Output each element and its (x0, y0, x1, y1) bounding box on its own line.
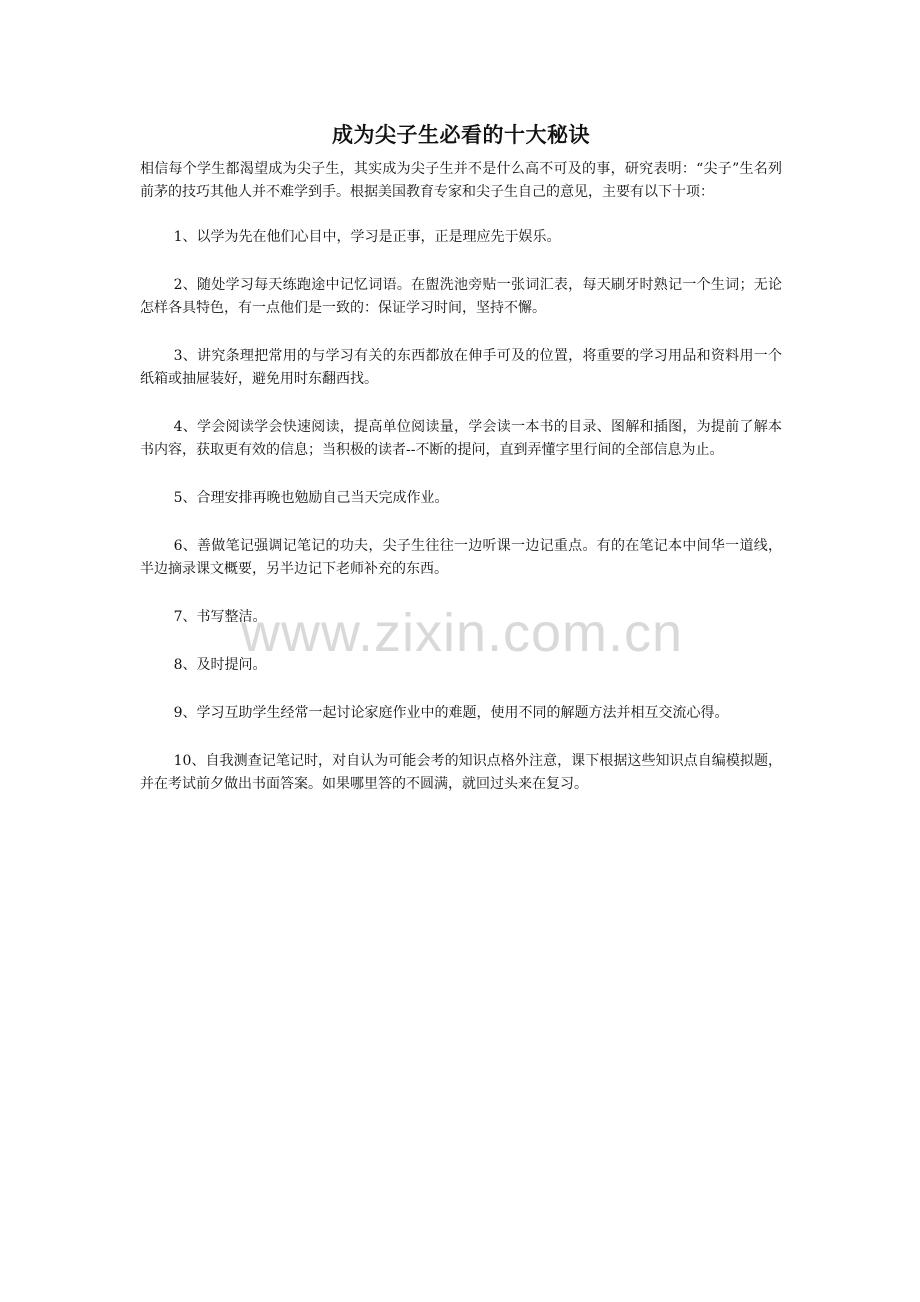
tip-item-2: 2、随处学习每天练跑途中记忆词语。在盥洗池旁贴一张词汇表，每天刷牙时熟记一个生词；无论怎样各具特色，有一点他们是一致的：保证学习时间，坚持不懈。 (140, 277, 782, 316)
tip-item-8: 8、及时提问。 (173, 657, 267, 673)
tip-item-10: 10、自我测查记笔记时，对自认为可能会考的知识点格外注意，课下根据这些知识点自编模拟题，并在考试前夕做出书面答案。如果哪里答的不圆满，就回过头来在复习。 (140, 753, 782, 792)
tip-item-3: 3、讲究条理把常用的与学习有关的东西都放在伸手可及的位置，将重要的学习用品和资料用一个纸箱或抽屉装好，避免用时东翻西找。 (140, 348, 782, 387)
tip-item-6: 6、善做笔记强调记笔记的功夫，尖子生往往一边听课一边记重点。有的在笔记本中间华一道线，半边摘录课文概要，另半边记下老师补充的东西。 (140, 538, 782, 577)
tip-item-7: 7、书写整洁。 (173, 609, 267, 625)
document-content (140, 118, 782, 821)
tip-item-1: 1、以学为先在他们心目中，学习是正事，正是理应先于娱乐。 (173, 229, 561, 245)
watermark-text: www.zixin.com.cn (240, 603, 684, 663)
tip-item-4: 4、学会阅读学会快速阅读，提高单位阅读量，学会读一本书的目录、图解和插图，为提前了解本书内容，获取更有效的信息；当积极的读者--不断的提问，直到弄懂字里行间的全部信息为止。 (140, 419, 782, 458)
intro-paragraph: 相信每个学生都渴望成为尖子生，其实成为尖子生并不是什么高不可及的事，研究表明：“尖子”生名列前茅的技巧其他人并不难学到手。根据美国教育专家和尖子生自己的意见，主要有以下十项： (140, 161, 782, 200)
tip-item-5: 5、合理安排再晚也勉励自己当天完成作业。 (173, 490, 449, 506)
document-title: 成为尖子生必看的十大秘诀 (332, 122, 590, 147)
tip-item-9: 9、学习互助学生经常一起讨论家庭作业中的难题，使用不同的解题方法并相互交流心得。 (173, 705, 729, 721)
